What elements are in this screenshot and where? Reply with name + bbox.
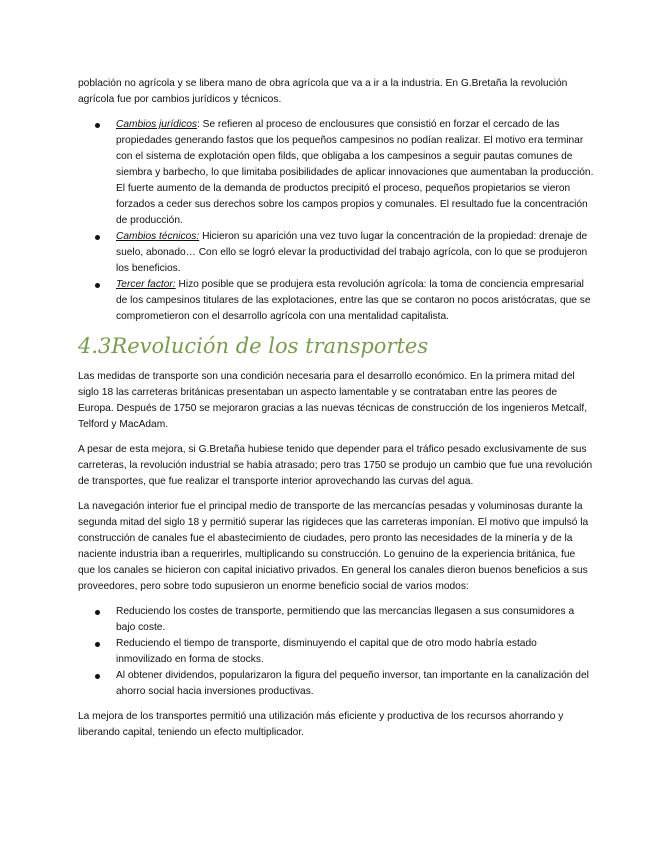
list-item: Reduciendo los costes de transporte, permitiendo que las mercancías llegasen a sus consumidores a bajo coste. [78,604,595,636]
closing-paragraph: La mejora de los transportes permitió una utilización más eficiente y productiva de los recursos ahorrando y liberando capital, teniendo un efecto multiplicador. [78,711,564,738]
factor-term: Tercer factor: [116,279,176,290]
list-item [78,117,595,229]
benefits-list [78,604,595,700]
factors-list [78,117,595,325]
factor-term: Cambios técnicos: [116,231,200,242]
factor-text: Hicieron su aparición una vez tuvo lugar la concentración de la propiedad: drenaje de suelo, abonado… Con ello se logró elevar la productividad del trabajo agrícola, con lo que se produjeron los beneficios. [116,231,588,274]
factor-separator: : [196,119,200,130]
list-item [78,277,595,325]
factor-text: Se refieren al proceso de enclousures que consistió en forzar el cercado de las propiedades generando fastos que los pequeños campesinos no podían realizar. El motivo era terminar con el sistema de explotación open filds, que obligaba a los campesinos a seguir pautas comunes de siembra y barbecho, lo que limitaba posibilidades de aplicar innovaciones que aumentaban la producción. El fuerte aumento de la demanda de productos precipitó el proceso, pequeños propietarios se vieron forzados a ceder sus derechos sobre los campos propios y comunales. El resultado fue la concentración de producción. [116,119,594,226]
body-paragraph: Las medidas de transporte son una condición necesaria para el desarrollo económico. En la primera mitad del siglo 18 las carreteras británicas presentaban un aspecto lamentable y se contrataban entre las peores de Europa. Después de 1750 se mejoraron gracias a las nuevas técnicas de construcción de los ingenieros Metcalf, Telford y MacAdam. [78,371,588,430]
list-item: Reduciendo el tiempo de transporte, disminuyendo el capital que de otro modo habría estado inmovilizado en forma de stocks. [78,636,595,668]
body-paragraph: La navegación interior fue el principal medio de transporte de las mercancías pesadas y voluminosas durante la segunda mitad del siglo 18 y permitió superar las rigideces que las carreteras imponían. El motivo que impulsó la construcción de canales fue el abastecimiento de ciudades, pero pronto las necesidades de la minería y de la naciente industria iban a requerirles, multiplicando su construcción. Lo genuino de la experiencia británica, fue que los canales se hicieron con capital iniciativo privados. En general los canales dieron buenos beneficios a sus proveedores, pero sobre todo supusieron un enorme beneficio social de varios modos: [78,501,589,592]
intro-paragraph: población no agrícola y se libera mano de obra agrícola que va a ir a la industria. En G.Bretaña la revolución agrícola fue por cambios jurídicos y técnicos. [78,78,568,105]
section-title: 4.3Revolución de los transportes [78,334,429,358]
list-item: Al obtener dividendos, popularizaron la figura del pequeño inversor, tan importante en la canalización del ahorro social hacia inversiones productivas. [78,668,595,700]
factor-term: Cambios jurídicos [116,119,197,130]
list-item [78,229,595,277]
body-paragraph: A pesar de esta mejora, si G.Bretaña hubiese tenido que depender para el tráfico pesado exclusivamente de sus carreteras, la revolución industrial se había atrasado; pero tras 1750 se produjo un cambio que fue una revolución de transportes, que fue realizar el transporte interior aprovechando las curvas del agua. [78,444,593,487]
factor-text: Hizo posible que se produjera esta revolución agrícola: la toma de conciencia empresarial de los campesinos titulares de las explotaciones, entre las que se contaron no pocos aristócratas, que se comprometieron con el desarrollo agrícola con una mentalidad capitalista. [116,279,591,322]
